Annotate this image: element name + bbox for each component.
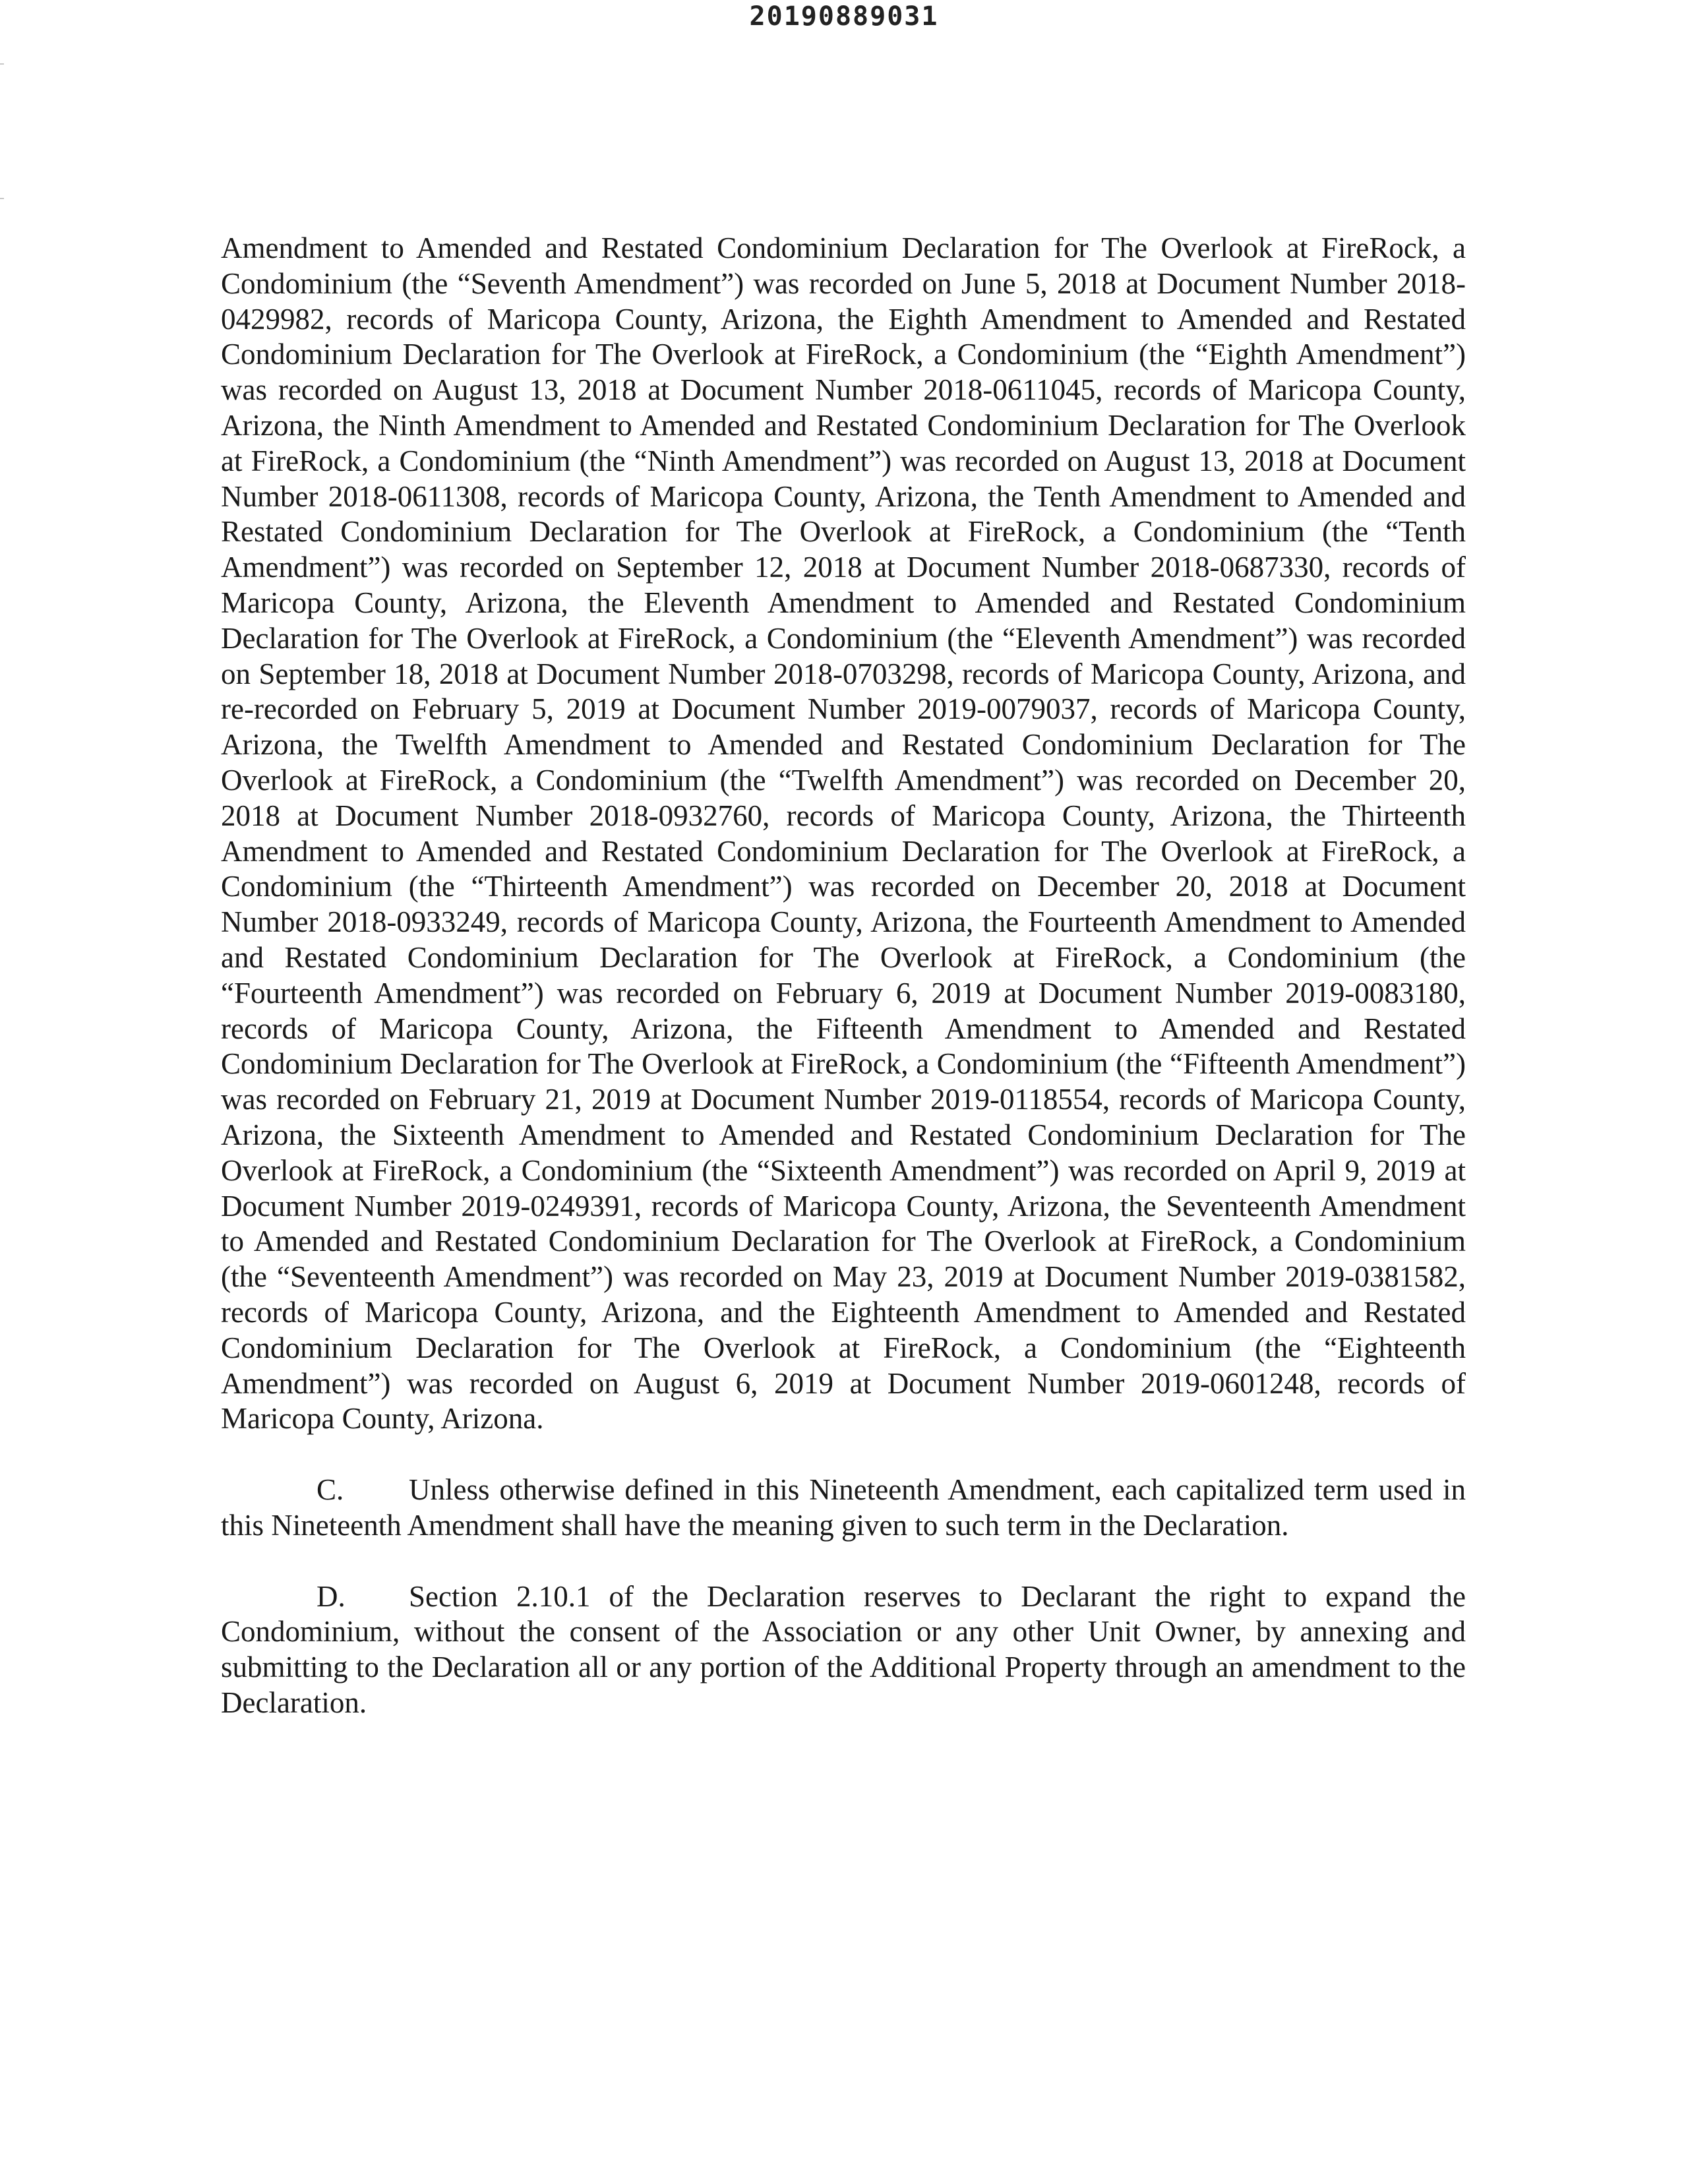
recital-d-letter: D. xyxy=(316,1579,346,1613)
recital-d-paragraph xyxy=(221,1579,1466,1721)
recital-d-text: Section 2.10.1 of the Declaration reserves to Declarant the right to expand the Condominium, without the consent of the Association or any other Unit Owner, by annexing and submitting to the Declaration all or any portion of the Additional Property through an amendment to the Declaration. xyxy=(221,1579,1466,1720)
recital-c-letter: C. xyxy=(316,1473,344,1507)
recital-c-text: Unless otherwise defined in this Nineteenth Amendment, each capitalized term used in this Nineteenth Amendment shall have the meaning given to such term in the Declaration. xyxy=(221,1473,1466,1542)
recital-c-paragraph xyxy=(221,1472,1466,1544)
recitals-continuation-paragraph: Amendment to Amended and Restated Condominium Declaration for The Overlook at FireRock, a Condominium (the “Seventh Amendment”) was recorded on June 5, 2018 at Document Number 2018-0429982, records of Maricopa County, Arizona, the Eighth Amendment to Amended and Restated Condominium Declaration for The Overlook at FireRock, a Condominium (the “Eighth Amendment”) was recorded on August 13, 2018 at Document Number 2018-0611045, records of Maricopa County, Arizona, the Ninth Amendment to Amended and Restated Condominium Declaration for The Overlook at FireRock, a Condominium (the “Ninth Amendment”) was recorded on August 13, 2018 at Document Number 2018-0611308, records of Maricopa County, Arizona, the Tenth Amendment to Amended and Restated Condominium Declaration for The Overlook at FireRock, a Condominium (the “Tenth Amendment”) was recorded on September 12, 2018 at Document Number 2018-0687330, records of Maricopa County, Arizona, the Eleventh Amendment to Amended and Restated Condominium Declaration for The Overlook at FireRock, a Condominium (the “Eleventh Amendment”) was recorded on September 18, 2018 at Document Number 2018-0703298, records of Maricopa County, Arizona, and re-recorded on February 5, 2019 at Document Number 2019-0079037, records of Maricopa County, Arizona, the Twelfth Amendment to Amended and Restated Condominium Declaration for The Overlook at FireRock, a Condominium (the “Twelfth Amendment”) was recorded on December 20, 2018 at Document Number 2018-0932760, records of Maricopa County, Arizona, the Thirteenth Amendment to Amended and Restated Condominium Declaration for The Overlook at FireRock, a Condominium (the “Thirteenth Amendment”) was recorded on December 20, 2018 at Document Number 2018-0933249, records of Maricopa County, Arizona, the Fourteenth Amendment to Amended and Restated Condominium Declaration for The Overlook at FireRock, a Condominium (the “Fourteenth Amendment”) was recorded on February 6, 2019 at Document Number 2019-0083180, records of Maricopa County, Arizona, the Fifteenth Amendment to Amended and Restated Condominium Declaration for The Overlook at FireRock, a Condominium (the “Fifteenth Amendment”) was recorded on February 21, 2019 at Document Number 2019-0118554, records of Maricopa County, Arizona, the Sixteenth Amendment to Amended and Restated Condominium Declaration for The Overlook at FireRock, a Condominium (the “Sixteenth Amendment”) was recorded on April 9, 2019 at Document Number 2019-0249391, records of Maricopa County, Arizona, the Seventeenth Amendment to Amended and Restated Condominium Declaration for The Overlook at FireRock, a Condominium (the “Seventeenth Amendment”) was recorded on May 23, 2019 at Document Number 2019-0381582, records of Maricopa County, Arizona, and the Eighteenth Amendment to Amended and Restated Condominium Declaration for The Overlook at FireRock, a Condominium (the “Eighteenth Amendment”) was recorded on August 6, 2019 at Document Number 2019-0601248, records of Maricopa County, Arizona. xyxy=(221,231,1466,1436)
document-body xyxy=(221,231,1466,1721)
recording-number: 20190889031 xyxy=(749,1,939,32)
scan-edge-mark xyxy=(0,198,4,199)
scan-edge-mark xyxy=(0,63,4,65)
